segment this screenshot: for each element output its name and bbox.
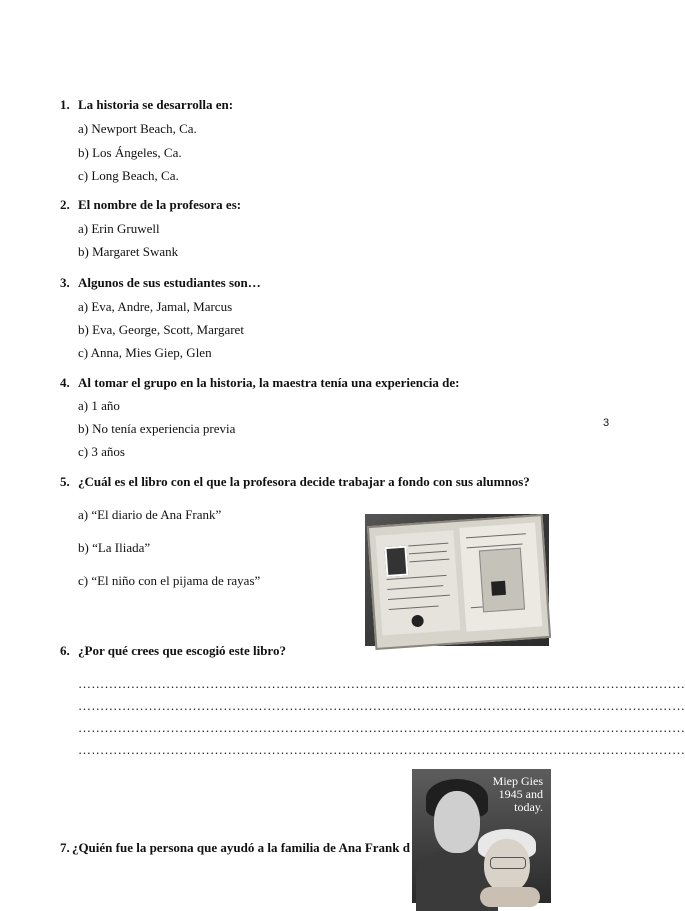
- answer-line[interactable]: …………………………………………………………………………………………………………………………: [78, 742, 685, 757]
- question-number: 6.: [60, 643, 70, 658]
- question-text: ¿Quién fue la persona que ayudó a la familia de Ana Frank d: [71, 840, 410, 855]
- answer-option: a) Eva, Andre, Jamal, Marcus: [78, 299, 233, 314]
- answer-option: c) Long Beach, Ca.: [78, 168, 179, 183]
- question-5: [60, 474, 620, 490]
- question-number: 1.: [60, 97, 70, 112]
- photo-caption: Miep Gies 1945 and today.: [492, 774, 543, 814]
- answer-option: c) 3 años: [78, 444, 125, 459]
- answer-option: b) Margaret Swank: [78, 244, 179, 259]
- question-number: 4.: [60, 375, 70, 390]
- portrait-photo: [384, 546, 408, 577]
- question-number: 3.: [60, 275, 70, 290]
- question-1: [60, 97, 620, 113]
- question-text: Algunos de sus estudiantes son…: [78, 275, 261, 290]
- answer-line[interactable]: …………………………………………………………………………………………………………………………: [78, 698, 685, 713]
- question-text: ¿Cuál es el libro con el que la profesora decide trabajar a fondo con sus alumnos?: [78, 474, 530, 489]
- question-number: 7.: [60, 840, 70, 855]
- answer-option: b) No tenía experiencia previa: [78, 421, 236, 436]
- question-text: La historia se desarrolla en:: [78, 97, 234, 112]
- question-text: ¿Por qué crees que escogió este libro?: [78, 643, 286, 658]
- answer-option: a) 1 año: [78, 398, 120, 413]
- answer-option: c) Anna, Mies Giep, Glen: [78, 345, 212, 360]
- page-number: 3: [603, 417, 610, 429]
- question-7: [60, 840, 410, 856]
- diary-book: [367, 514, 551, 650]
- answer-option: b) “La Iliada”: [78, 540, 151, 555]
- answer-option: b) Eva, George, Scott, Margaret: [78, 322, 244, 337]
- miep-gies-photo: [412, 769, 551, 903]
- answer-line[interactable]: …………………………………………………………………………………………………………………………: [78, 676, 685, 691]
- question-number: 5.: [60, 474, 70, 489]
- answer-option: a) Newport Beach, Ca.: [78, 121, 197, 136]
- question-text: El nombre de la profesora es:: [78, 197, 242, 212]
- answer-option: c) “El niño con el pijama de rayas”: [78, 573, 261, 588]
- question-text: Al tomar el grupo en la historia, la maestra tenía una experiencia de:: [78, 375, 460, 390]
- question-6: [60, 643, 620, 659]
- answer-option: b) Los Ángeles, Ca.: [78, 145, 182, 160]
- question-3: [60, 275, 620, 291]
- answer-option: a) Erin Gruwell: [78, 221, 160, 236]
- question-number: 2.: [60, 197, 70, 212]
- answer-option: a) “El diario de Ana Frank”: [78, 507, 222, 522]
- answer-line[interactable]: …………………………………………………………………………………………………………………………: [78, 720, 685, 735]
- question-4: [60, 375, 620, 391]
- anne-frank-diary-photo: [365, 514, 549, 646]
- question-2: [60, 197, 620, 213]
- stamp: [491, 581, 506, 596]
